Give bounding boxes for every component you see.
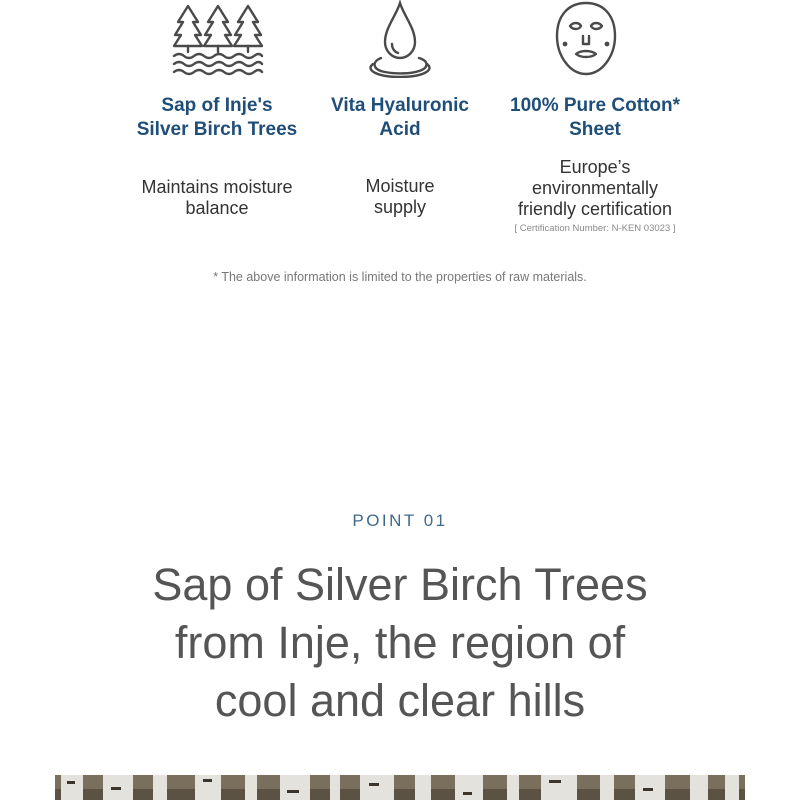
section-headline bbox=[0, 556, 800, 730]
disclaimer-text: * The above information is limited to the properties of raw materials. bbox=[213, 270, 587, 284]
headline-line: Sap of Silver Birch Trees bbox=[152, 559, 648, 610]
face-sheet-mask-icon bbox=[554, 0, 618, 78]
certification-number: [ Certification Number: N-KEN 03023 ] bbox=[514, 223, 676, 234]
headline-line: cool and clear hills bbox=[214, 675, 586, 726]
point-label: POINT 01 bbox=[352, 511, 448, 530]
headline-line: from Inje, the region of bbox=[174, 617, 626, 668]
feature-title: 100% Pure Cotton* Sheet bbox=[510, 95, 680, 140]
feature-description: Europe’s environmentally friendly certification bbox=[517, 157, 673, 219]
feature-title: Vita Hyaluronic Acid bbox=[331, 95, 469, 140]
feature-description: Moisture supply bbox=[365, 176, 435, 217]
birch-forest-photo bbox=[55, 775, 745, 800]
feature-title: Sap of Inje's Silver Birch Trees bbox=[136, 95, 298, 140]
feature-description: Maintains moisture balance bbox=[141, 177, 293, 218]
birch-forest-water-icon bbox=[172, 2, 264, 78]
water-drop-icon bbox=[367, 0, 433, 78]
